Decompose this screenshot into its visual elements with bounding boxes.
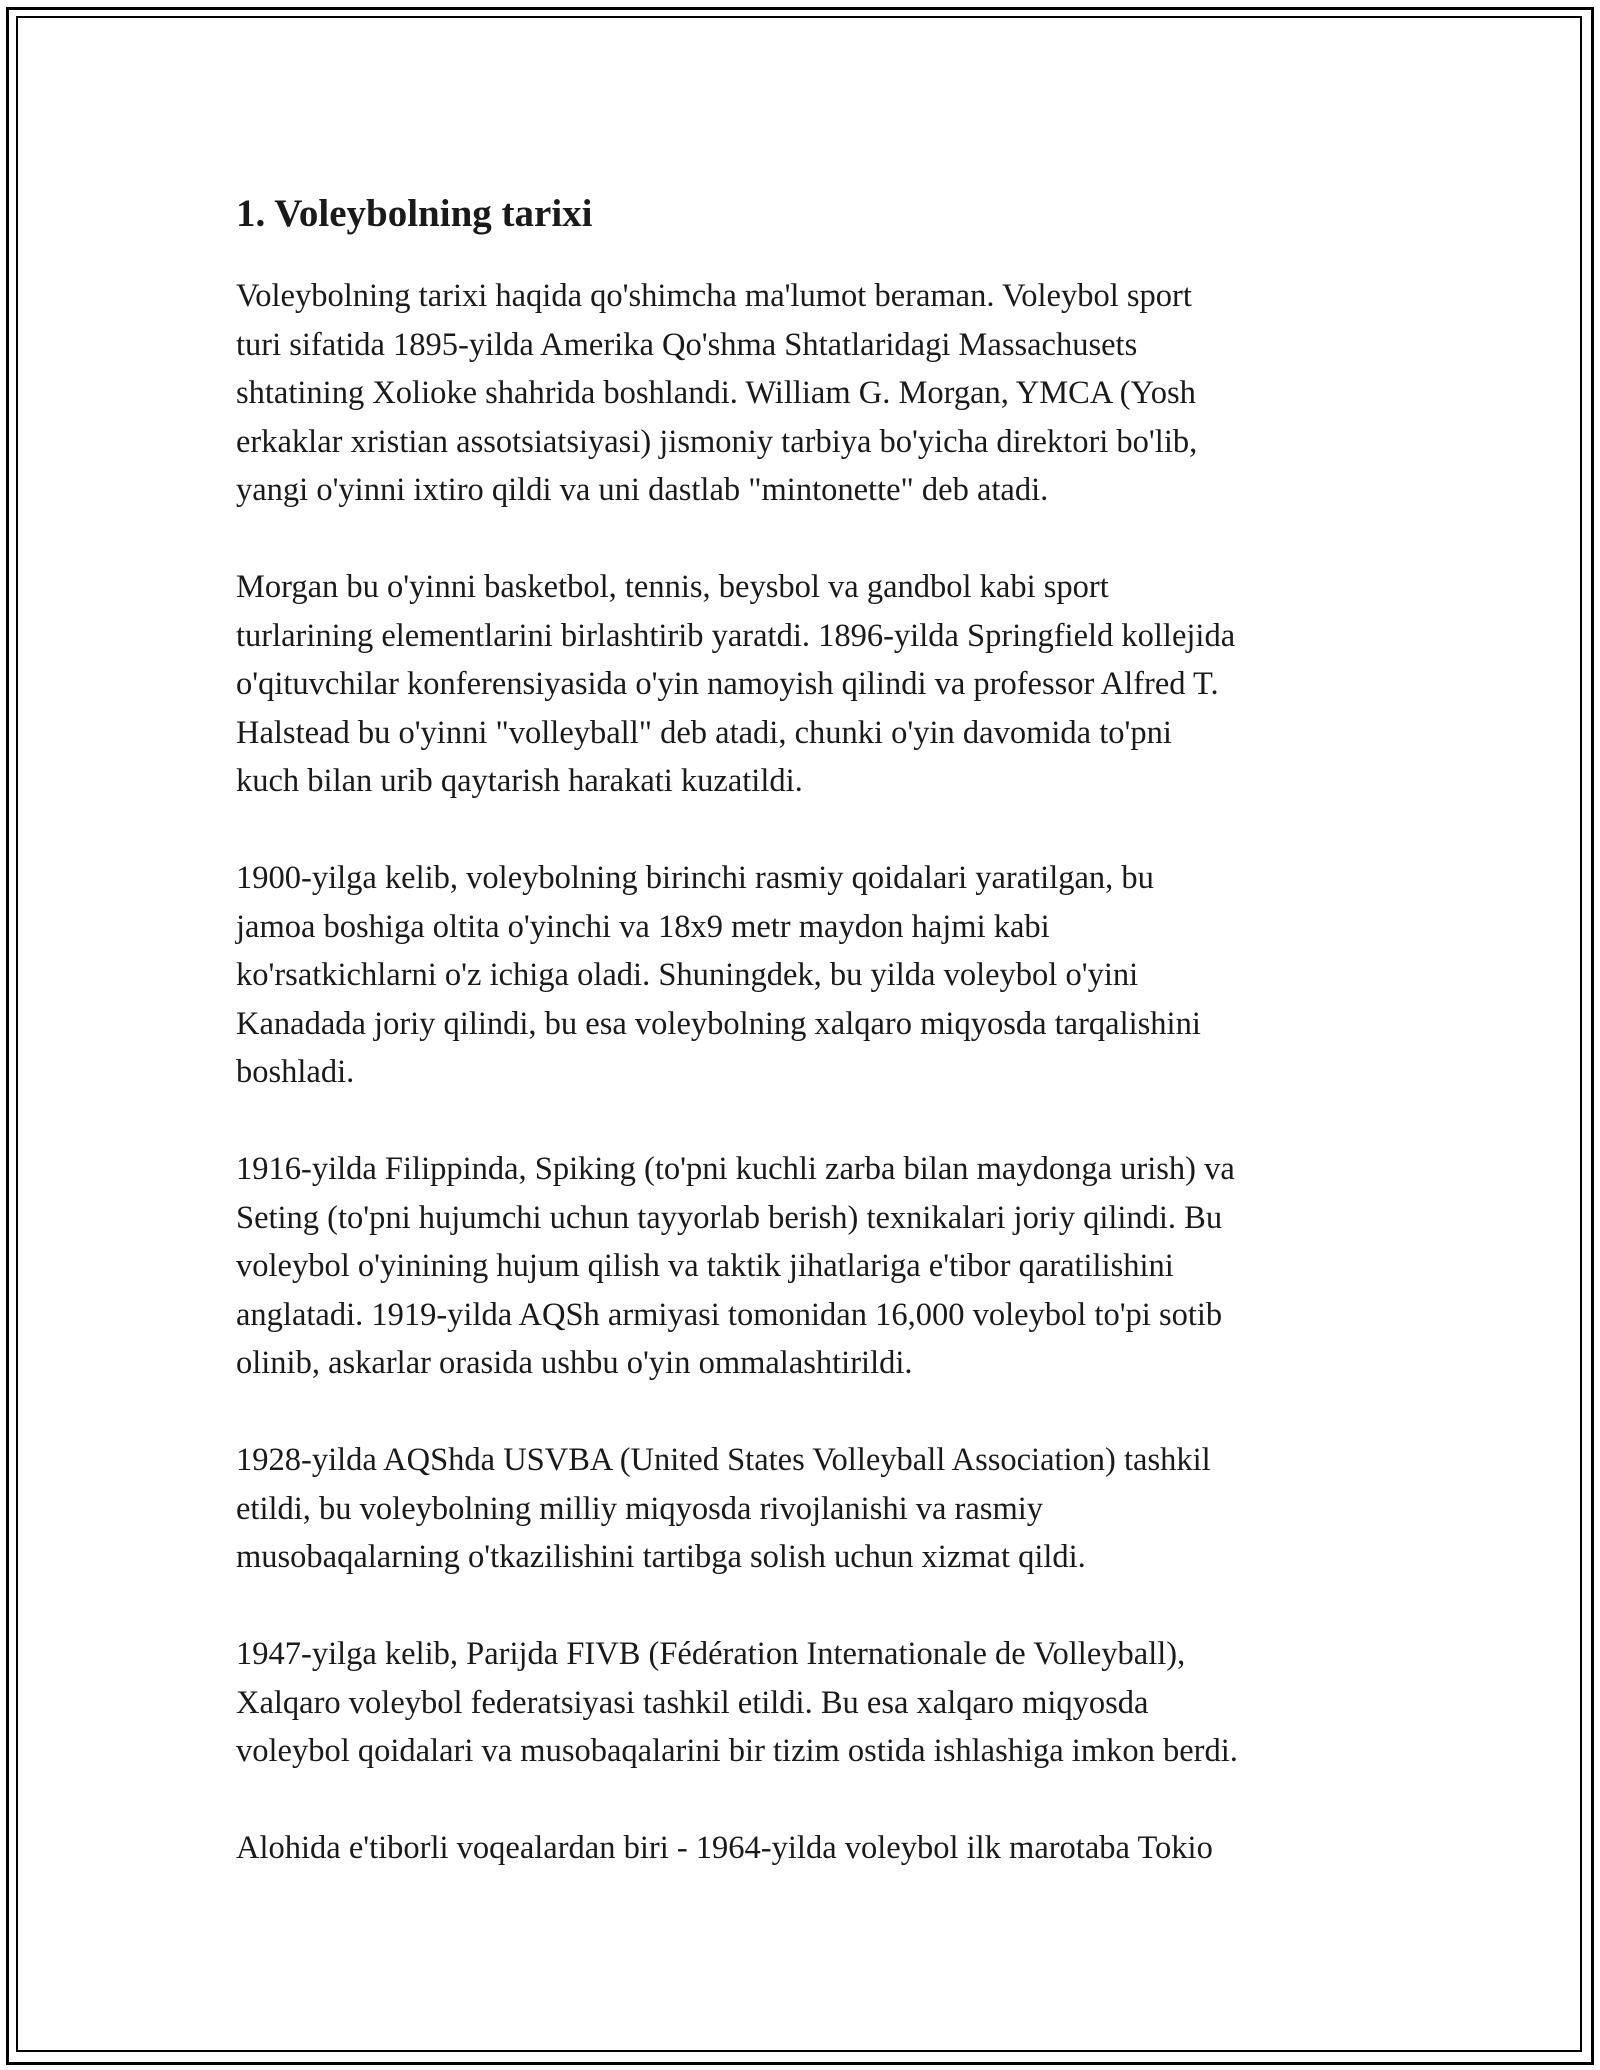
paragraph [236,1145,1386,1388]
text-line: o'qituvchilar konferensiyasida o'yin namoyish qilindi va professor Alfred T. [236,666,1219,702]
text-line: Seting (to'pni hujumchi uchun tayyorlab berish) texnikalari joriy qilindi. Bu [236,1199,1223,1236]
paragraph [236,854,1386,1097]
text-line: musobaqalarning o'tkazilishini tartibga solish uchun xizmat qildi. [236,1539,1086,1575]
text-line: Morgan bu o'yinni basketbol, tennis, beysbol va gandbol kabi sport [236,569,1109,605]
paragraph-list [236,272,1386,1873]
text-line: Kanadada joriy qilindi, bu esa voleybolning xalqaro miqyosda tarqalishini [236,1005,1201,1042]
text-line: etildi, bu voleybolning milliy miqyosda rivojlanishi va rasmiy [236,1490,1044,1527]
text-line: jamoa boshiga oltita o'yinchi va 18x9 metr maydon hajmi kabi [236,908,1050,945]
paragraph [236,563,1386,806]
text-line: anglatadi. 1919-yilda AQSh armiyasi tomonidan 16,000 voleybol to'pi sotib [236,1296,1223,1333]
paragraph [236,1436,1386,1582]
text-line: Halstead bu o'yinni "volleyball" deb atadi, chunki o'yin davomida to'pni [236,714,1172,751]
paragraph [236,272,1386,515]
text-line: yangi o'yinni ixtiro qildi va uni dastlab "mintonette" deb atadi. [236,472,1049,508]
text-line: shtatining Xolioke shahrida boshlandi. William G. Morgan, YMCA (Yosh [236,375,1196,411]
text-line: boshladi. [236,1054,355,1090]
text-line: kuch bilan urib qaytarish harakati kuzatildi. [236,763,803,799]
document-body [236,188,1386,1921]
text-line: Xalqaro voleybol federatsiyasi tashkil etildi. Bu esa xalqaro miqyosda [236,1684,1149,1721]
text-line: olinib, askarlar orasida ushbu o'yin ommalashtirildi. [236,1345,913,1381]
text-line: voleybol o'yinining hujum qilish va taktik jihatlariga e'tibor qaratilishini [236,1248,1174,1284]
paragraph [236,1824,1386,1873]
text-line: ko'rsatkichlarni o'z ichiga oladi. Shuningdek, bu yilda voleybol o'yini [236,957,1139,993]
text-line: 1900-yilga kelib, voleybolning birinchi rasmiy qoidalari yaratilgan, bu [236,860,1154,896]
text-line: turi sifatida 1895-yilda Amerika Qo'shma Shtatlaridagi Massachusets [236,326,1138,363]
text-line: 1916-yilda Filippinda, Spiking (to'pni kuchli zarba bilan maydonga urish) va [236,1151,1235,1187]
paragraph [236,1630,1386,1776]
text-line: 1928-yilda AQShda USVBA (United States Volleyball Association) tashkil [236,1442,1211,1478]
text-line: Voleybolning tarixi haqida qo'shimcha ma'lumot beraman. Voleybol sport [236,278,1192,314]
text-line: Alohida e'tiborli voqealardan biri - 1964-yilda voleybol ilk marotaba Tokio [236,1830,1213,1866]
text-line: 1947-yilga kelib, Parijda FIVB (Fédération Internationale de Volleyball), [236,1636,1186,1672]
section-heading: 1. Voleybolning tarixi [236,192,593,235]
text-line: turlarining elementlarini birlashtirib yaratdi. 1896-yilda Springfield kollejida [236,617,1236,654]
text-line: erkaklar xristian assotsiatsiyasi) jismoniy tarbiya bo'yicha direktori bo'lib, [236,423,1198,460]
text-line: voleybol qoidalari va musobaqalarini bir tizim ostida ishlashiga imkon berdi. [236,1733,1238,1769]
